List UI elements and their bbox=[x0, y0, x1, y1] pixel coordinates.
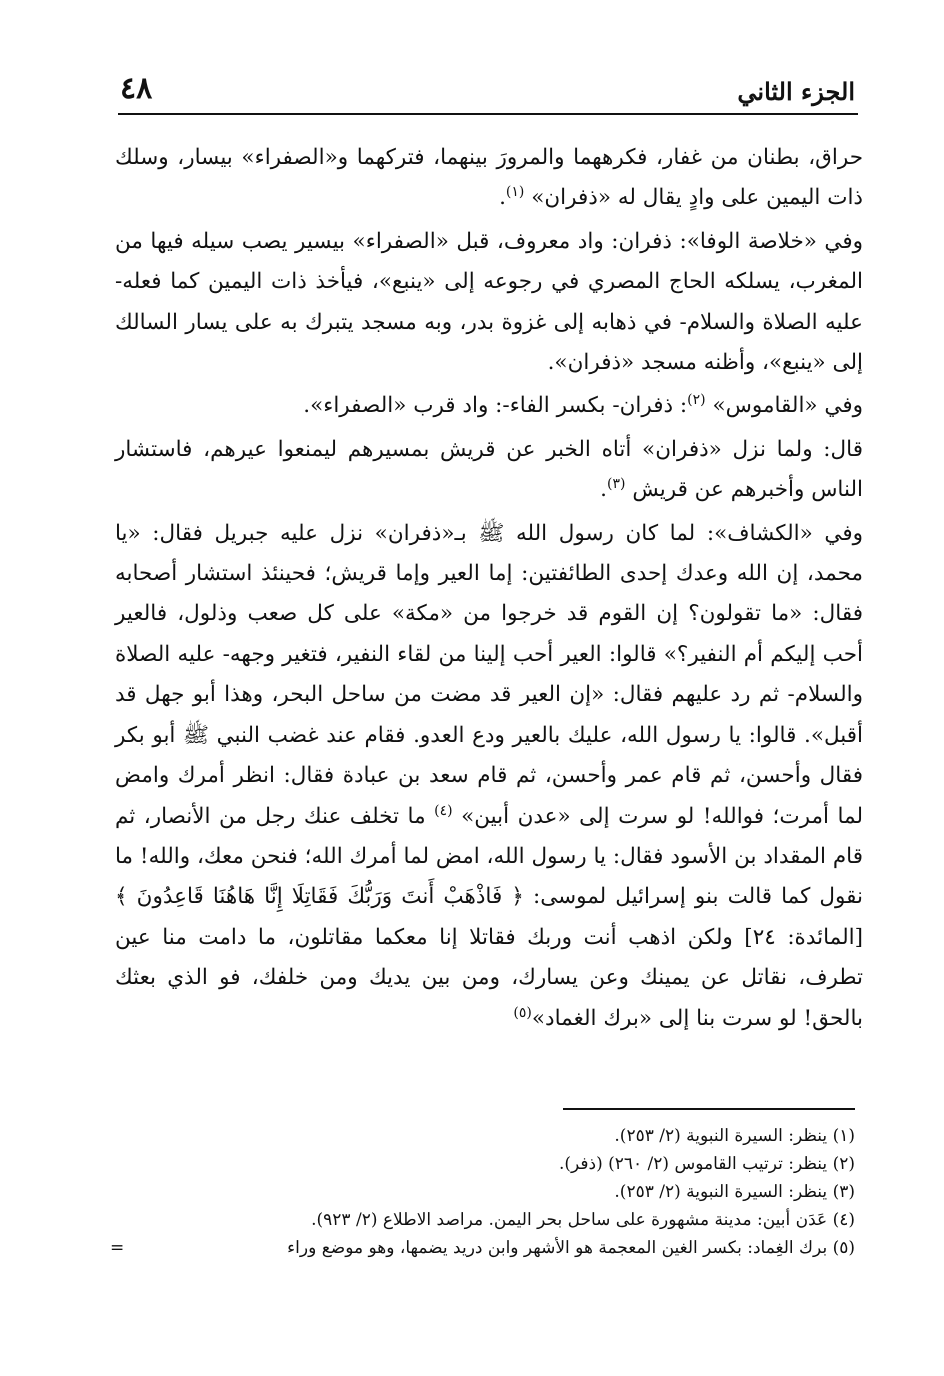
paragraph: وفي «القاموس» $^{(٢)}$: ذفران- بكسر الفاء-: واد قرب «الصفراء». bbox=[303, 392, 863, 419]
footnote-number: (٤) bbox=[832, 1210, 855, 1230]
footnote-5 bbox=[110, 1234, 855, 1262]
footnote-ref: (٢) bbox=[687, 392, 706, 409]
paragraph: وفي «خلاصة الوفا»: ذفران: واد معروف، قبل «الصفراء» بيسير يصب سيله فيها من المغرب، يسلكه الحاج المصري في رجوعه إلى «ينبع»، فيأخذ ذات اليمين كما فعله- عليه الصلاة والسلام- في ذهابه إلى غزوة بدر، وبه مسجد يتبرك به على يسار السالك إلى «ينبع»، وأظنه مسجد «ذفران». bbox=[115, 228, 863, 376]
footnote-2 bbox=[110, 1150, 855, 1178]
footnote-ref: (٤) bbox=[434, 802, 453, 819]
footnote-1 bbox=[110, 1122, 855, 1150]
running-title: الجزء الثاني bbox=[737, 77, 855, 106]
footnote-number: (٣) bbox=[832, 1182, 855, 1202]
footnote-text: ينظر: السيرة النبوية (٢/ ٢٥٣). bbox=[614, 1182, 828, 1202]
paragraph: وفي «الكشاف»: لما كان رسول الله ﷺ بـ«ذفران» نزل عليه جبريل فقال: «يا محمد، إن الله وعدك إحدى الطائفتين: إما العير وإما قريش؛ فحينئذ استشار أصحابه فقال: «ما تقولون؟ إن القوم قد خرجوا من «مكة» على كل صعب وذلول، فالعير أحب إليكم أم النفير؟» قالوا: العير أحب إلينا من لقاء النفير، فتغير وجهه- عليه الصلاة والسلام- ثم رد عليهم فقال: «إن العير قد مضت من ساحل البحر، وهذا أبو جهل قد أقبل». قالوا: يا رسول الله، عليك بالعير ودع العدو. فقام عند غضب النبي ﷺ أبو بكر فقال وأحسن، ثم قام عمر وأحسن، ثم قام سعد بن عبادة فقال: انظر أمرك وامض لما أمرت؛ فوالله! لو سرت إلى «عدن أبين» $^{(٤)}$ ما تخلف عنك رجل من الأنصار، ثم قام المقداد بن الأسود فقال: يا رسول الله، امض لما أمرك الله؛ فنحن معك، والله! ما نقول كما قالت بنو إسرائيل لموسى: ﴿ فَاذْهَبْ أَنتَ وَرَبُّكَ فَقَاتِلَا إِنَّا هَاهُنَا قَاعِدُونَ ﴾ [المائدة: ٢٤] ولكن اذهب أنت وربك فقاتلا إنا معكما مقاتلون، ما دامت منا عين تطرف، نقاتل عن يمينك وعن يسارك، ومن بين يديك ومن خلفك، فو الذي بعثك بالحق! لو سرت بنا إلى «برك الغماد»$^{(٥)}$ bbox=[115, 520, 864, 1031]
footnote-text: ينظر: السيرة النبوية (٢/ ٢٥٣). bbox=[614, 1126, 828, 1146]
footnote-number: (٥) bbox=[832, 1238, 855, 1258]
footnote-ref: (٣) bbox=[607, 476, 626, 493]
paragraph: حراق، بطنان من غفار، فكرههما والمرورَ بينهما، فتركهما و«الصفراء» بيسار، وسلك ذات اليمين على وادٍ يقال له «ذفران» $^{(١)}$. bbox=[115, 145, 863, 211]
footnote-number: (١) bbox=[832, 1126, 855, 1146]
header-rule bbox=[118, 113, 858, 115]
footnote-text: عَدَن أبين: مدينة مشهورة على ساحل بحر اليمن. مراصد الاطلاع (٢/ ٩٢٣). bbox=[311, 1210, 828, 1230]
footnote-4 bbox=[110, 1206, 855, 1234]
footnote-ref: (٥) bbox=[513, 1004, 532, 1021]
footnote-number: (٢) bbox=[832, 1154, 855, 1174]
paragraph: قال: ولما نزل «ذفران» أتاه الخبر عن قريش بمسيرهم ليمنعوا عيرهم، فاستشار الناس وأخبرهم عن قريش $^{(٣)}$. bbox=[115, 436, 863, 503]
footnotes bbox=[110, 1122, 855, 1262]
footnote-separator bbox=[563, 1108, 855, 1110]
continuation-mark: = bbox=[110, 1238, 125, 1258]
page-header bbox=[120, 62, 855, 106]
footnote-text: ينظر: ترتيب القاموس (٢/ ٢٦٠) (ذفر). bbox=[558, 1154, 828, 1174]
footnote-ref: (١) bbox=[505, 184, 525, 201]
main-text bbox=[115, 138, 863, 1042]
footnote-3 bbox=[110, 1178, 855, 1206]
page-number: ٤٨ bbox=[120, 71, 153, 106]
footnote-text: برك الغِماد: بكسر الغين المعجمة هو الأشهر وابن دريد يضمها، وهو موضع وراء bbox=[287, 1238, 828, 1258]
